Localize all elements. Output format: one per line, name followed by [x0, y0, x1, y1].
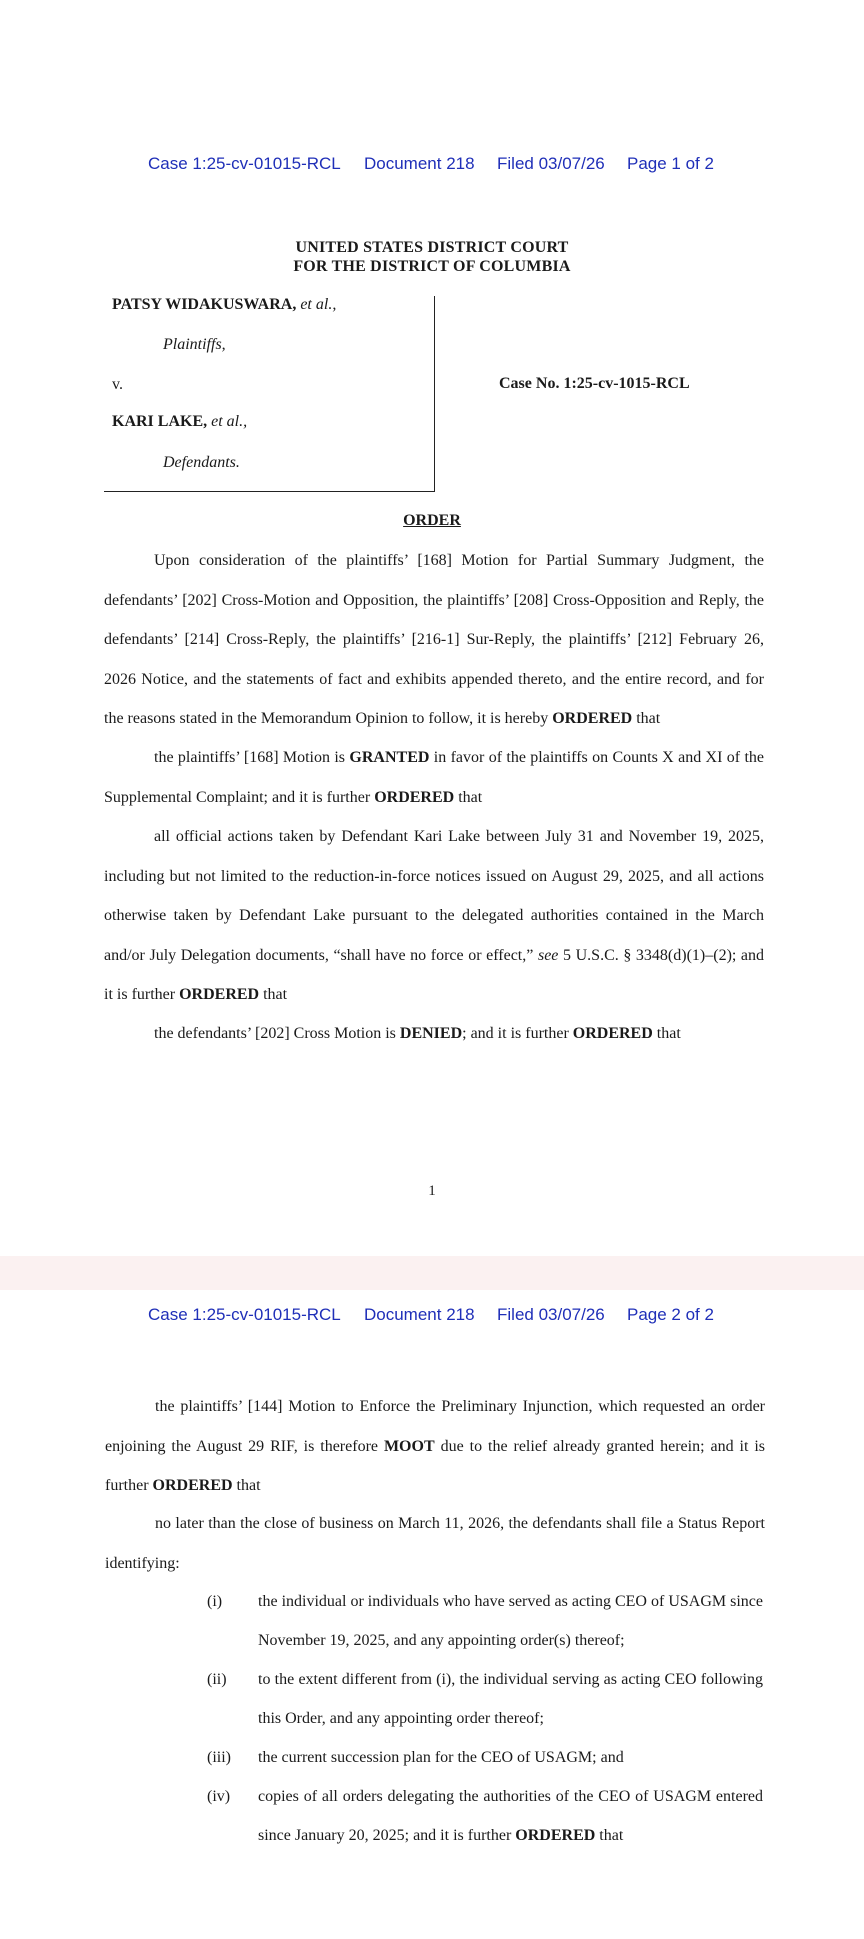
defendant-caption — [112, 413, 247, 431]
plaintiffs-label: Plaintiffs, — [163, 336, 226, 353]
stamp-case-number: Case 1:25-cv-01015-RCL — [148, 154, 341, 173]
case-number: Case No. 1:25-cv-1015-RCL — [499, 375, 690, 392]
stamp-filed-date: Filed 03/07/26 — [497, 154, 605, 173]
plaintiff-et-al: et al., — [300, 296, 337, 313]
order-paragraph-4: the defendants’ [202] Cross Motion is DENIED; and it is further ORDERED that — [154, 1025, 681, 1042]
defendant-name: KARI LAKE, — [112, 413, 208, 430]
stamp-document-number: Document 218 — [364, 1305, 475, 1324]
order-paragraph-2: the plaintiffs’ [168] Motion is GRANTED in favor of the plaintiffs on Counts X and XI of the Supplemental Complaint; and it is further ORDERED that — [104, 749, 765, 806]
caption-divider-horizontal — [104, 491, 435, 492]
stamp-page-count: Page 2 of 2 — [627, 1305, 714, 1324]
filing-header-stamp — [148, 154, 714, 174]
order-title: ORDER — [403, 512, 461, 529]
defendant-et-al: et al., — [211, 413, 248, 430]
filing-header-stamp — [148, 1305, 714, 1325]
page-separator — [0, 1256, 864, 1290]
order-paragraph-5: the plaintiffs’ [144] Motion to Enforce the Preliminary Injunction, which requested an order enjoining the August 29 RIF, is therefore MOOT due to the relief already granted herein; and it is further ORDERED that — [105, 1398, 766, 1494]
stamp-filed-date: Filed 03/07/26 — [497, 1305, 605, 1324]
court-heading — [0, 238, 864, 276]
stamp-case-number: Case 1:25-cv-01015-RCL — [148, 1305, 341, 1324]
order-paragraph-1: Upon consideration of the plaintiffs’ [168] Motion for Partial Summary Judgment, the defendants’ [202] Cross-Motion and Opposition, the plaintiffs’ [208] Cross-Opposition and Reply, the defendants’ [214] Cross-Reply, the plaintiffs’ [216-1] Sur-Reply, the plaintiffs’ [212] February 26, 2026 Notice, and the statements of fact and exhibits appended thereto, and the entire record, and for the reasons stated in the Memorandum Opinion to follow, it is hereby ORDERED that — [104, 552, 764, 727]
stamp-document-number: Document 218 — [364, 154, 475, 173]
caption-divider-vertical — [434, 296, 435, 492]
stamp-page-count: Page 1 of 2 — [627, 154, 714, 173]
order-paragraph-3: all official actions taken by Defendant Kari Lake between July 31 and November 19, 2025, including but not limited to the reduction-in-force notices issued on August 29, 2025, and all actions otherwise taken by Defendant Lake pursuant to the delegated authorities contained in the March and/or July Delegation documents, “shall have no force or effect,” see 5 U.S.C. § 3348(d)(1)–(2); and it is further ORDERED that — [104, 828, 765, 1003]
plaintiff-name: PATSY WIDAKUSWARA, — [112, 296, 297, 313]
court-name-line2: FOR THE DISTRICT OF COLUMBIA — [293, 258, 571, 275]
plaintiff-caption — [112, 296, 336, 314]
defendants-label: Defendants. — [163, 454, 240, 471]
page-number: 1 — [428, 1183, 436, 1199]
versus-label: v. — [112, 376, 123, 393]
order-paragraph-6: no later than the close of business on March 11, 2026, the defendants shall file a Status Report identifying: — [105, 1515, 765, 1572]
court-name-line1: UNITED STATES DISTRICT COURT — [295, 239, 569, 256]
document-page-2: Case 1:25-cv-01015-RCL Document 218 Filed 03/07/26 Page 2 of 2 the plaintiffs’ [144] Motion to Enforce the Preliminary Injunction, which requested an order enjoining the August 29 RIF, is therefore MOOT due to the relief already granted herein; and it is further ORDERED that no later than the close of business on March 11, 2026, the defendants shall file a Status Report identifying: (i) the individual or individuals who have served as acting CEO of USAGM since November 19, 2025, and any appointing order(s) thereof; (ii) to the extent different from (i), the individual serving as acting CEO following this Order, and any appointing order thereof; (iii) the current succession plan for the CEO of USAGM; and (iv) copies of all orders delegating the authorities of the CEO of USAGM entered since January 20, 2025; and it is further ORDERED that — [0, 1290, 864, 1939]
